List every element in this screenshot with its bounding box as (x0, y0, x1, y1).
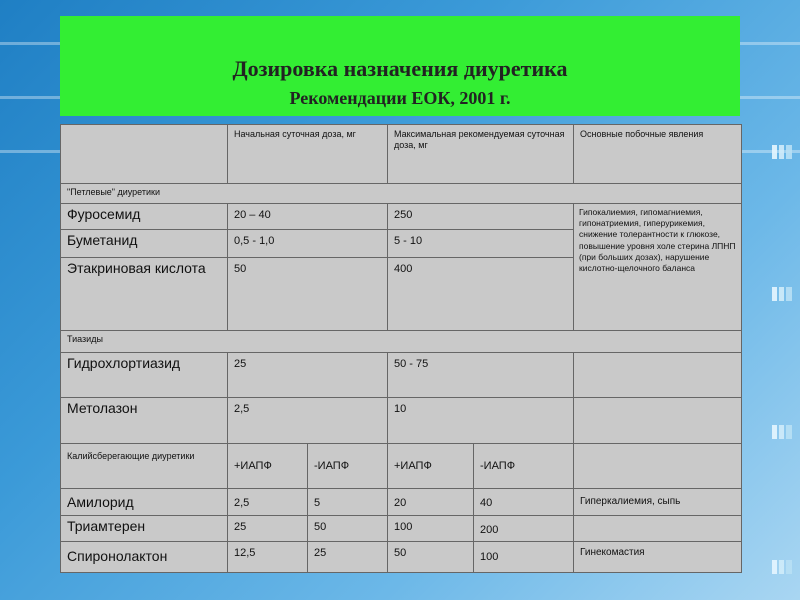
header-initial-dose: Начальная суточная доза, мг (227, 124, 388, 184)
side-effects: Гиперкалиемия, сыпь (573, 488, 742, 516)
initial-dose: 2,5 (227, 397, 388, 444)
decor-mark (772, 560, 792, 574)
title-banner (60, 16, 740, 116)
drug-name: Амилорид (60, 488, 228, 516)
subheader-max-plus: +ИАПФ (387, 443, 474, 489)
header-max-dose: Максимальная рекомендуемая суточная доза, мг (387, 124, 574, 184)
max-dose: 400 (387, 257, 574, 331)
section-potassium-sparing: Калийсберегающие диуретики (60, 443, 228, 489)
subheader-side-empty (573, 443, 742, 489)
side-effects: Гинекомастия (573, 541, 742, 573)
max-dose-plus: 50 (387, 541, 474, 573)
initial-dose-minus: 25 (307, 541, 388, 573)
max-dose-minus: 40 (473, 488, 574, 516)
initial-dose-minus: 5 (307, 488, 388, 516)
section-loop-diuretics: "Петлевые" диуретики (60, 183, 742, 204)
page-subtitle: Рекомендации ЕОК, 2001 г. (289, 88, 511, 108)
decor-mark (772, 145, 792, 159)
section-thiazides: Тиазиды (60, 330, 742, 353)
max-dose: 5 - 10 (387, 229, 574, 258)
initial-dose-plus: 12,5 (227, 541, 308, 573)
initial-dose: 0,5 - 1,0 (227, 229, 388, 258)
decor-mark (772, 425, 792, 439)
side-effects (573, 515, 742, 542)
drug-name: Этакриновая кислота (60, 257, 228, 331)
initial-dose-plus: 2,5 (227, 488, 308, 516)
drug-name: Фуросемид (60, 203, 228, 230)
drug-name: Буметанид (60, 229, 228, 258)
loop-side-effects: Гипокалиемия, гипомагниемия, гипонатриемия, гиперурикемия, снижение толерантности к глюкозе, повышение уровня холе стерина ЛПНП (при больших дозах), нарушение кислотно-щелочного баланса (573, 203, 742, 331)
max-dose-minus: 100 (473, 541, 574, 573)
header-side-effects: Основные побочные явления (573, 124, 742, 184)
subheader-initial-minus: -ИАПФ (307, 443, 388, 489)
drug-name: Спиронолактон (60, 541, 228, 573)
max-dose-plus: 20 (387, 488, 474, 516)
header-empty-cell (60, 124, 228, 184)
dosage-table (60, 124, 742, 573)
subheader-max-minus: -ИАПФ (473, 443, 574, 489)
drug-name: Метолазон (60, 397, 228, 444)
drug-name: Триамтерен (60, 515, 228, 542)
drug-name: Гидрохлортиазид (60, 352, 228, 398)
side-effects (573, 397, 742, 444)
max-dose: 250 (387, 203, 574, 230)
initial-dose: 20 – 40 (227, 203, 388, 230)
initial-dose: 25 (227, 352, 388, 398)
initial-dose-minus: 50 (307, 515, 388, 542)
initial-dose: 50 (227, 257, 388, 331)
max-dose-minus: 200 (473, 515, 574, 542)
subheader-initial-plus: +ИАПФ (227, 443, 308, 489)
decor-mark (772, 287, 792, 301)
max-dose: 10 (387, 397, 574, 444)
max-dose: 50 - 75 (387, 352, 574, 398)
initial-dose-plus: 25 (227, 515, 308, 542)
max-dose-plus: 100 (387, 515, 474, 542)
page-title: Дозировка назначения диуретика (232, 56, 568, 81)
side-effects (573, 352, 742, 398)
